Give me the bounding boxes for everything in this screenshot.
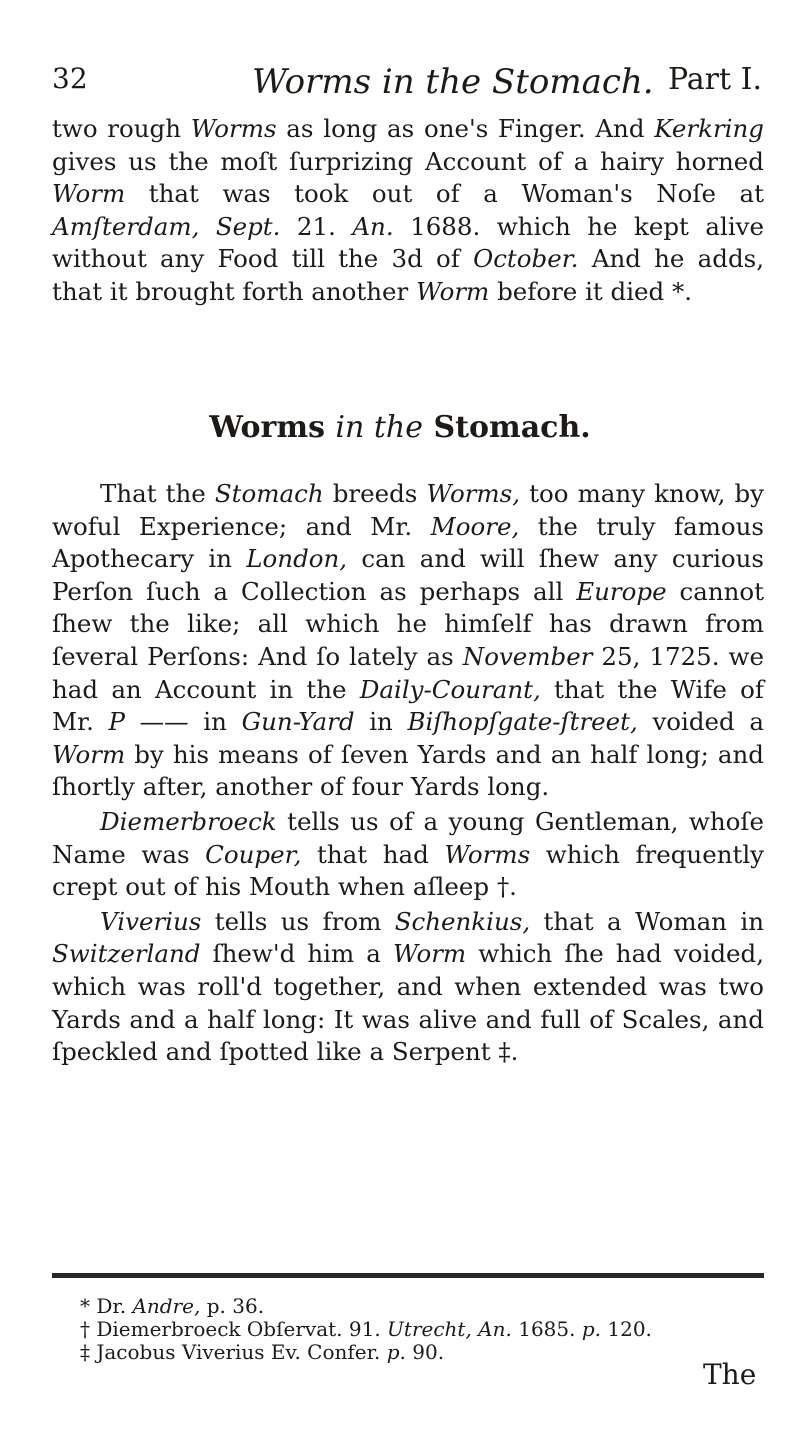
footnote-rule — [52, 1273, 764, 1278]
page-number: 32 — [52, 62, 88, 95]
running-head — [52, 62, 762, 112]
running-title: Worms in the Stomach. — [252, 62, 654, 102]
paragraph-diemerbroeck: Diemerbroeck tells us of a young Gentleman, whoſe Name was Couper, that had Worms which frequently crept out of his Mouth when aſleep †. — [52, 806, 765, 902]
paragraph-viverius: Viverius tells us from Schenkius, that a Woman in Switzerland ſhew'd him a Worm which ſhe had voided, which was roll'd together, and when extended was two Yards and a half long: It was alive and full of Scales, and ſpeckled and ſpotted like a Serpent ‡. — [52, 906, 765, 1067]
body-text — [52, 478, 764, 1069]
footnote-1: * Dr. Andre, p. 36. — [80, 1294, 265, 1318]
paragraph-text: two rough Worms as long as one's Finger. And Kerkring gives us the moſt ſurprizing Account of a hairy horned Worm that was took out of a Woman's Noſe at Amſterdam, Sept. 21. An. 1688. which he kept alive without any Food till the 3d of October. And he adds, that it brought forth another Worm before it died *. — [52, 114, 764, 306]
footnotes — [80, 1295, 760, 1364]
paragraph-stomach-worms: That the Stomach breeds Worms, too many know, by woful Experience; and Mr. Moore, the truly famous Apothecary in London, can and will ſhew any curious Perſon ſuch a Collection as perhaps all Europe cannot ſhew the like; all which he himſelf has drawn from ſeveral Perſons: And ſo lately as November 25, 1725. we had an Account in the Daily-Courant, that the Wife of Mr. P —— in Gun-Yard in Biſhopſgate-ſtreet, voided a Worm by his means of ſeven Yards and an half long; and ſhortly after, another of four Yards long. — [52, 479, 765, 802]
continuation-paragraph — [52, 113, 764, 309]
footnote-2: † Diemerbroeck Obſervat. 91. Utrecht, An. 1685. p. 120. — [80, 1317, 652, 1341]
catchword: The — [703, 1358, 757, 1391]
part-label: Part I. — [667, 62, 762, 97]
footnote-3: ‡ Jacobus Viverius Ev. Confer. p. 90. — [80, 1340, 445, 1364]
section-heading: Worms in the Stomach. — [209, 410, 591, 445]
